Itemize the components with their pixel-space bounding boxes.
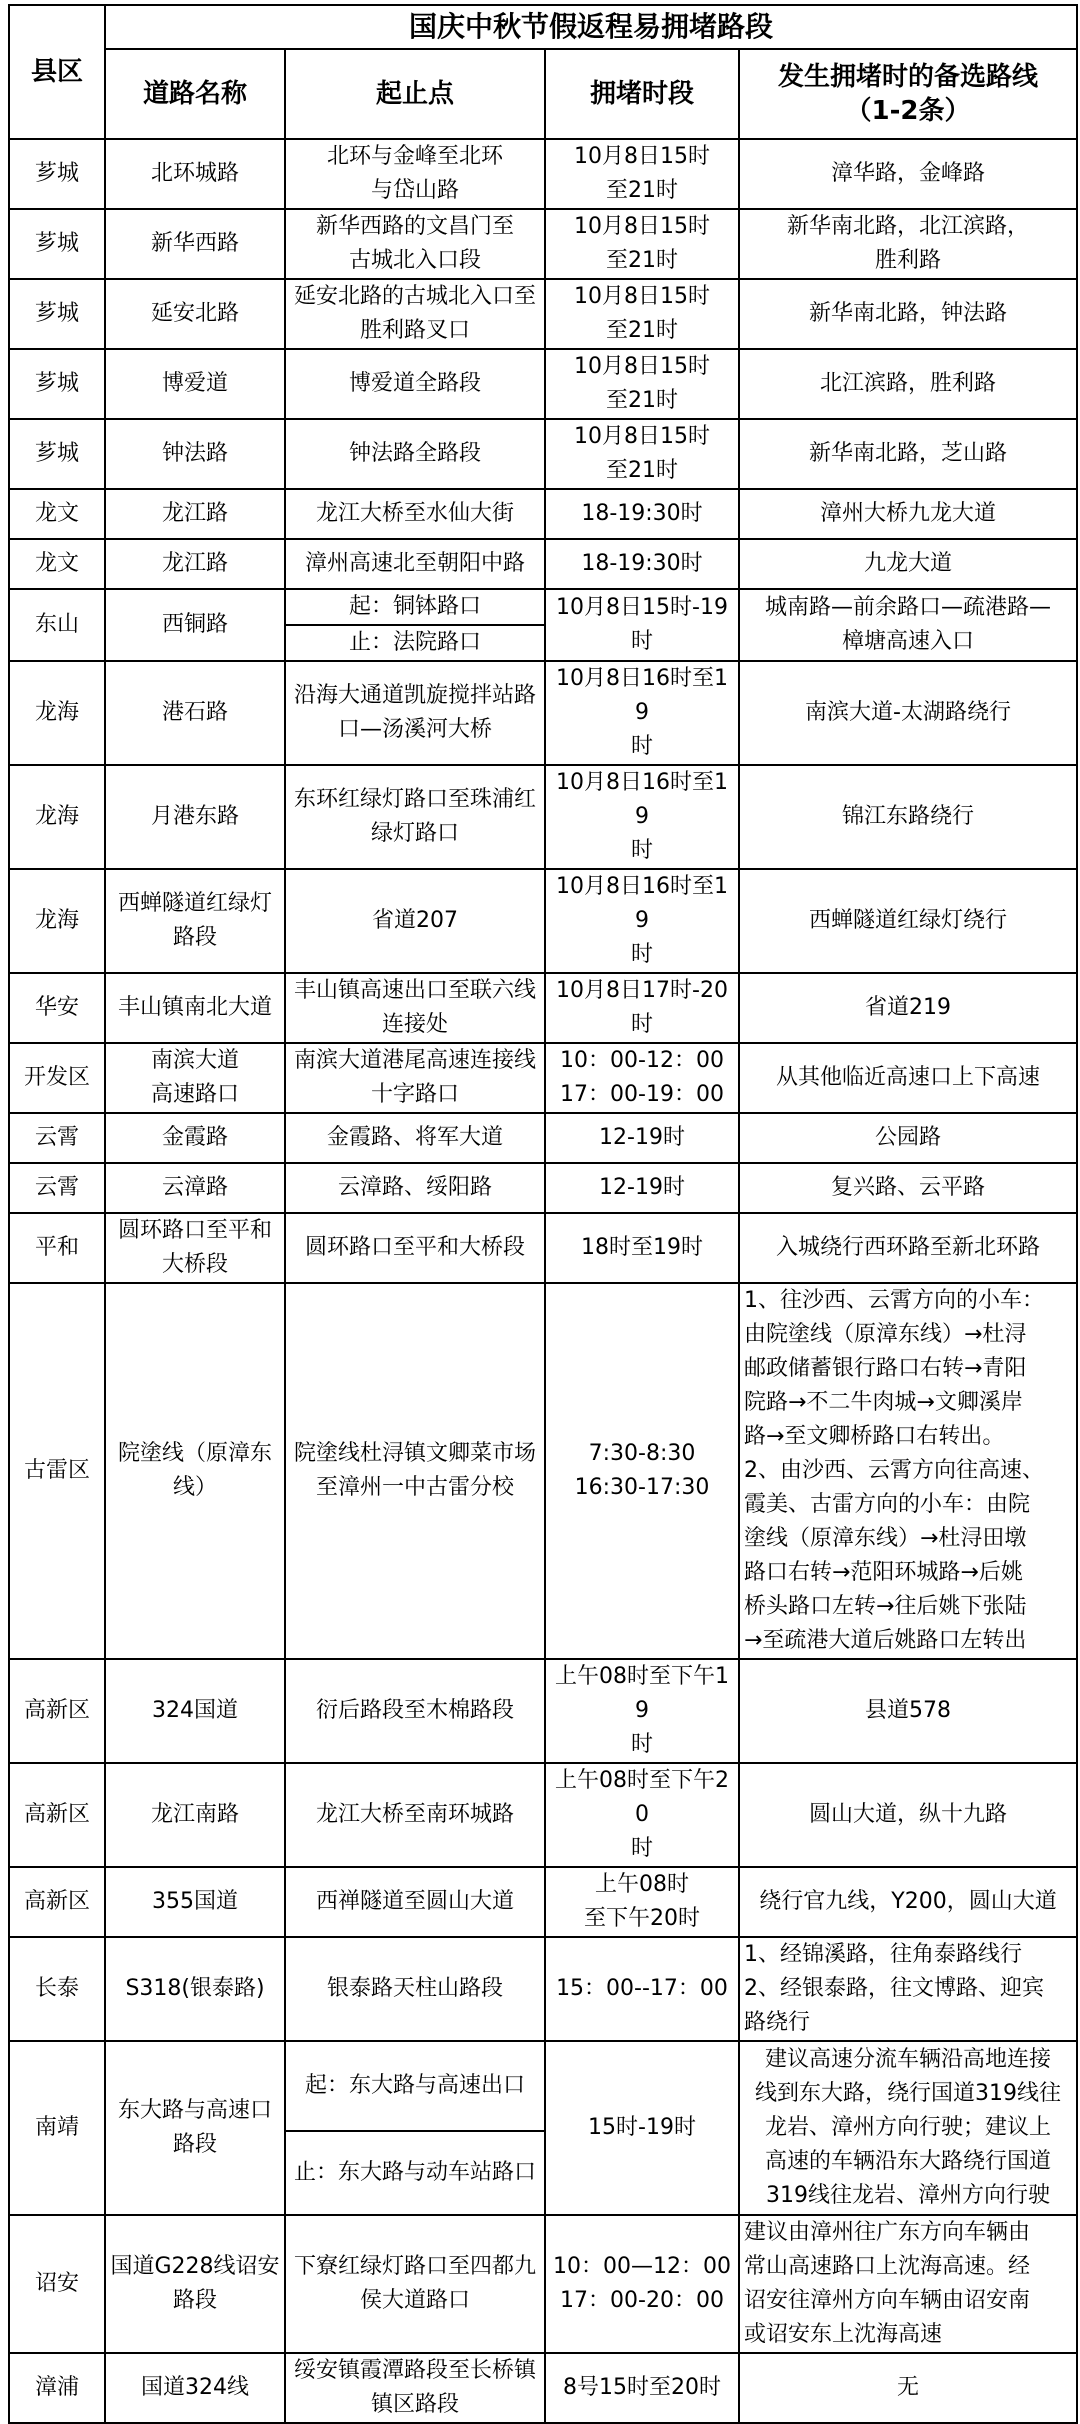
congestion-table-sheet [8, 4, 1076, 2424]
endpoints-cell: 北环与金峰至北环 与岱山路 [285, 139, 545, 209]
alternate-cell: 西蝉隧道红绿灯绕行 [739, 869, 1077, 973]
alternate-cell: 省道219 [739, 973, 1077, 1043]
county-cell: 古雷区 [9, 1283, 105, 1659]
endpoint-end-cell: 止：东大路与动车站路口 [285, 2131, 545, 2215]
road-cell: 龙江路 [105, 539, 285, 589]
county-cell: 华安 [9, 973, 105, 1043]
period-cell: 10月8日15时-19 时 [545, 589, 739, 661]
table-row [9, 1659, 1077, 1763]
alternate-cell: 从其他临近高速口上下高速 [739, 1043, 1077, 1113]
table-row [9, 2041, 1077, 2131]
county-cell: 东山 [9, 589, 105, 661]
road-cell: 324国道 [105, 1659, 285, 1763]
table-row [9, 1213, 1077, 1283]
endpoints-cell: 龙江大桥至水仙大街 [285, 489, 545, 539]
endpoints-cell: 省道207 [285, 869, 545, 973]
road-cell: 北环城路 [105, 139, 285, 209]
period-cell: 上午08时 至下午20时 [545, 1867, 739, 1937]
table-body [9, 139, 1077, 2423]
endpoints-cell: 南滨大道港尾高速连接线 十字路口 [285, 1043, 545, 1113]
period-cell: 10月8日15时 至21时 [545, 279, 739, 349]
county-cell: 芗城 [9, 209, 105, 279]
table-row [9, 1937, 1077, 2041]
endpoints-cell: 西禅隧道至圆山大道 [285, 1867, 545, 1937]
header-alternate: 发生拥堵时的备选路线 （1-2条） [739, 49, 1077, 139]
endpoints-cell: 丰山镇高速出口至联六线 连接处 [285, 973, 545, 1043]
alternate-cell: 圆山大道，纵十九路 [739, 1763, 1077, 1867]
county-cell: 高新区 [9, 1763, 105, 1867]
header-county: 县区 [9, 5, 105, 139]
period-cell: 12-19时 [545, 1163, 739, 1213]
endpoints-cell: 圆环路口至平和大桥段 [285, 1213, 545, 1283]
county-cell: 云霄 [9, 1113, 105, 1163]
table-row [9, 1113, 1077, 1163]
table-row [9, 589, 1077, 625]
table-row [9, 1283, 1077, 1659]
endpoints-cell: 沿海大通道凯旋搅拌站路 口—汤溪河大桥 [285, 661, 545, 765]
endpoints-cell: 云漳路、绥阳路 [285, 1163, 545, 1213]
table-row [9, 2215, 1077, 2353]
county-cell: 芗城 [9, 279, 105, 349]
alternate-cell: 锦江东路绕行 [739, 765, 1077, 869]
county-cell: 龙文 [9, 489, 105, 539]
alternate-cell: 无 [739, 2353, 1077, 2423]
road-cell: 国道G228线诏安 路段 [105, 2215, 285, 2353]
alternate-cell: 建议高速分流车辆沿高地连接 线到东大路，绕行国道319线往 龙岩、漳州方向行驶；建议上 高速的车辆沿东大路绕行国道 319线往龙岩、漳州方向行驶 [739, 2041, 1077, 2215]
table-row [9, 419, 1077, 489]
period-cell: 上午08时至下午20 时 [545, 1763, 739, 1867]
road-cell: 西铜路 [105, 589, 285, 661]
alternate-cell: 九龙大道 [739, 539, 1077, 589]
period-cell: 18时至19时 [545, 1213, 739, 1283]
table-row [9, 1867, 1077, 1937]
table-row [9, 869, 1077, 973]
endpoints-cell: 延安北路的古城北入口至 胜利路叉口 [285, 279, 545, 349]
endpoint-end-cell: 止：法院路口 [285, 625, 545, 661]
period-cell: 10月8日16时至19 时 [545, 661, 739, 765]
road-cell: 金霞路 [105, 1113, 285, 1163]
road-cell: 龙江南路 [105, 1763, 285, 1867]
period-cell: 10月8日17时-20 时 [545, 973, 739, 1043]
table-row [9, 209, 1077, 279]
table-title: 国庆中秋节假返程易拥堵路段 [105, 5, 1077, 49]
period-cell: 10月8日16时至19 时 [545, 869, 739, 973]
period-cell: 10：00-12：00 17：00-19：00 [545, 1043, 739, 1113]
period-cell: 10：00—12：00 17：00-20：00 [545, 2215, 739, 2353]
road-cell: 355国道 [105, 1867, 285, 1937]
table-row [9, 1043, 1077, 1113]
alternate-cell: 城南路—前余路口—疏港路— 樟塘高速入口 [739, 589, 1077, 661]
period-cell: 10月8日16时至19 时 [545, 765, 739, 869]
endpoint-start-cell: 起：东大路与高速出口 [285, 2041, 545, 2131]
period-cell: 10月8日15时 至21时 [545, 349, 739, 419]
alternate-cell: 漳华路，金峰路 [739, 139, 1077, 209]
alternate-cell: 绕行官九线，Y200，圆山大道 [739, 1867, 1077, 1937]
header-period: 拥堵时段 [545, 49, 739, 139]
road-cell: 新华西路 [105, 209, 285, 279]
period-cell: 12-19时 [545, 1113, 739, 1163]
period-cell: 10月8日15时 至21时 [545, 139, 739, 209]
alternate-cell: 1、经锦溪路，往角泰路线行 2、经银泰路，往文博路、迎宾 路绕行 [739, 1937, 1077, 2041]
road-cell: S318(银泰路) [105, 1937, 285, 2041]
road-cell: 博爱道 [105, 349, 285, 419]
road-cell: 钟法路 [105, 419, 285, 489]
county-cell: 开发区 [9, 1043, 105, 1113]
road-cell: 圆环路口至平和 大桥段 [105, 1213, 285, 1283]
table-row [9, 1163, 1077, 1213]
road-cell: 院塗线（原漳东 线） [105, 1283, 285, 1659]
endpoints-cell: 银泰路天柱山路段 [285, 1937, 545, 2041]
road-cell: 丰山镇南北大道 [105, 973, 285, 1043]
road-cell: 月港东路 [105, 765, 285, 869]
period-cell: 7:30-8:30 16:30-17:30 [545, 1283, 739, 1659]
county-cell: 芗城 [9, 419, 105, 489]
endpoints-cell: 新华西路的文昌门至 古城北入口段 [285, 209, 545, 279]
table-row [9, 661, 1077, 765]
county-cell: 诏安 [9, 2215, 105, 2353]
alternate-cell: 县道578 [739, 1659, 1077, 1763]
alternate-cell: 漳州大桥九龙大道 [739, 489, 1077, 539]
alternate-cell: 新华南北路，芝山路 [739, 419, 1077, 489]
alternate-cell: 新华南北路，钟法路 [739, 279, 1077, 349]
endpoint-start-cell: 起：铜钵路口 [285, 589, 545, 625]
alternate-cell: 1、往沙西、云霄方向的小车： 由院塗线（原漳东线）→杜浔 邮政储蓄银行路口右转→青阳 院路→不二牛肉城→文卿溪岸 路→至文卿桥路口右转出。 2、由沙西、云霄方向往高速、 霞美、古雷方向的小车：由院 塗线（原漳东线）→杜浔田墩 路口右转→范阳环城路→后姚 桥头路口左转→往后姚下张陆 →至疏港大道后姚路口左转出 [739, 1283, 1077, 1659]
road-cell: 西蝉隧道红绿灯 路段 [105, 869, 285, 973]
county-cell: 高新区 [9, 1867, 105, 1937]
road-cell: 龙江路 [105, 489, 285, 539]
county-cell: 高新区 [9, 1659, 105, 1763]
alternate-cell: 北江滨路，胜利路 [739, 349, 1077, 419]
table-row [9, 279, 1077, 349]
endpoints-cell: 衍后路段至木棉路段 [285, 1659, 545, 1763]
endpoints-cell: 东环红绿灯路口至珠浦红 绿灯路口 [285, 765, 545, 869]
endpoints-cell: 钟法路全路段 [285, 419, 545, 489]
alternate-cell: 新华南北路，北江滨路， 胜利路 [739, 209, 1077, 279]
period-cell: 上午08时至下午19 时 [545, 1659, 739, 1763]
road-cell: 云漳路 [105, 1163, 285, 1213]
period-cell: 10月8日15时 至21时 [545, 209, 739, 279]
county-cell: 龙海 [9, 869, 105, 973]
endpoints-cell: 院塗线杜浔镇文卿菜市场 至漳州一中古雷分校 [285, 1283, 545, 1659]
alternate-cell: 复兴路、云平路 [739, 1163, 1077, 1213]
alternate-cell: 公园路 [739, 1113, 1077, 1163]
table-row [9, 539, 1077, 589]
period-cell: 15时-19时 [545, 2041, 739, 2215]
road-cell: 东大路与高速口 路段 [105, 2041, 285, 2215]
endpoints-cell: 漳州高速北至朝阳中路 [285, 539, 545, 589]
congestion-table [8, 4, 1078, 2424]
period-cell: 18-19:30时 [545, 539, 739, 589]
county-cell: 云霄 [9, 1163, 105, 1213]
alternate-cell: 建议由漳州往广东方向车辆由 常山高速路口上沈海高速。经 诏安往漳州方向车辆由诏安南 或诏安东上沈海高速 [739, 2215, 1077, 2353]
road-cell: 延安北路 [105, 279, 285, 349]
county-cell: 漳浦 [9, 2353, 105, 2423]
county-cell: 龙海 [9, 765, 105, 869]
endpoints-cell: 龙江大桥至南环城路 [285, 1763, 545, 1867]
table-row [9, 489, 1077, 539]
header-road: 道路名称 [105, 49, 285, 139]
header-endpoints: 起止点 [285, 49, 545, 139]
road-cell: 港石路 [105, 661, 285, 765]
endpoints-cell: 博爱道全路段 [285, 349, 545, 419]
road-cell: 南滨大道 高速路口 [105, 1043, 285, 1113]
county-cell: 芗城 [9, 139, 105, 209]
table-row [9, 1763, 1077, 1867]
county-cell: 平和 [9, 1213, 105, 1283]
endpoints-cell: 绥安镇霞潭路段至长桥镇 镇区路段 [285, 2353, 545, 2423]
county-cell: 长泰 [9, 1937, 105, 2041]
table-row [9, 2353, 1077, 2423]
period-cell: 8号15时至20时 [545, 2353, 739, 2423]
period-cell: 18-19:30时 [545, 489, 739, 539]
county-cell: 南靖 [9, 2041, 105, 2215]
alternate-cell: 南滨大道-太湖路绕行 [739, 661, 1077, 765]
table-row [9, 973, 1077, 1043]
endpoints-cell: 金霞路、将军大道 [285, 1113, 545, 1163]
county-cell: 芗城 [9, 349, 105, 419]
county-cell: 龙文 [9, 539, 105, 589]
period-cell: 10月8日15时 至21时 [545, 419, 739, 489]
table-row [9, 139, 1077, 209]
alternate-cell: 入城绕行西环路至新北环路 [739, 1213, 1077, 1283]
table-row [9, 765, 1077, 869]
table-row [9, 349, 1077, 419]
endpoints-cell: 下寮红绿灯路口至四都九 侯大道路口 [285, 2215, 545, 2353]
period-cell: 15：00--17：00 [545, 1937, 739, 2041]
county-cell: 龙海 [9, 661, 105, 765]
road-cell: 国道324线 [105, 2353, 285, 2423]
